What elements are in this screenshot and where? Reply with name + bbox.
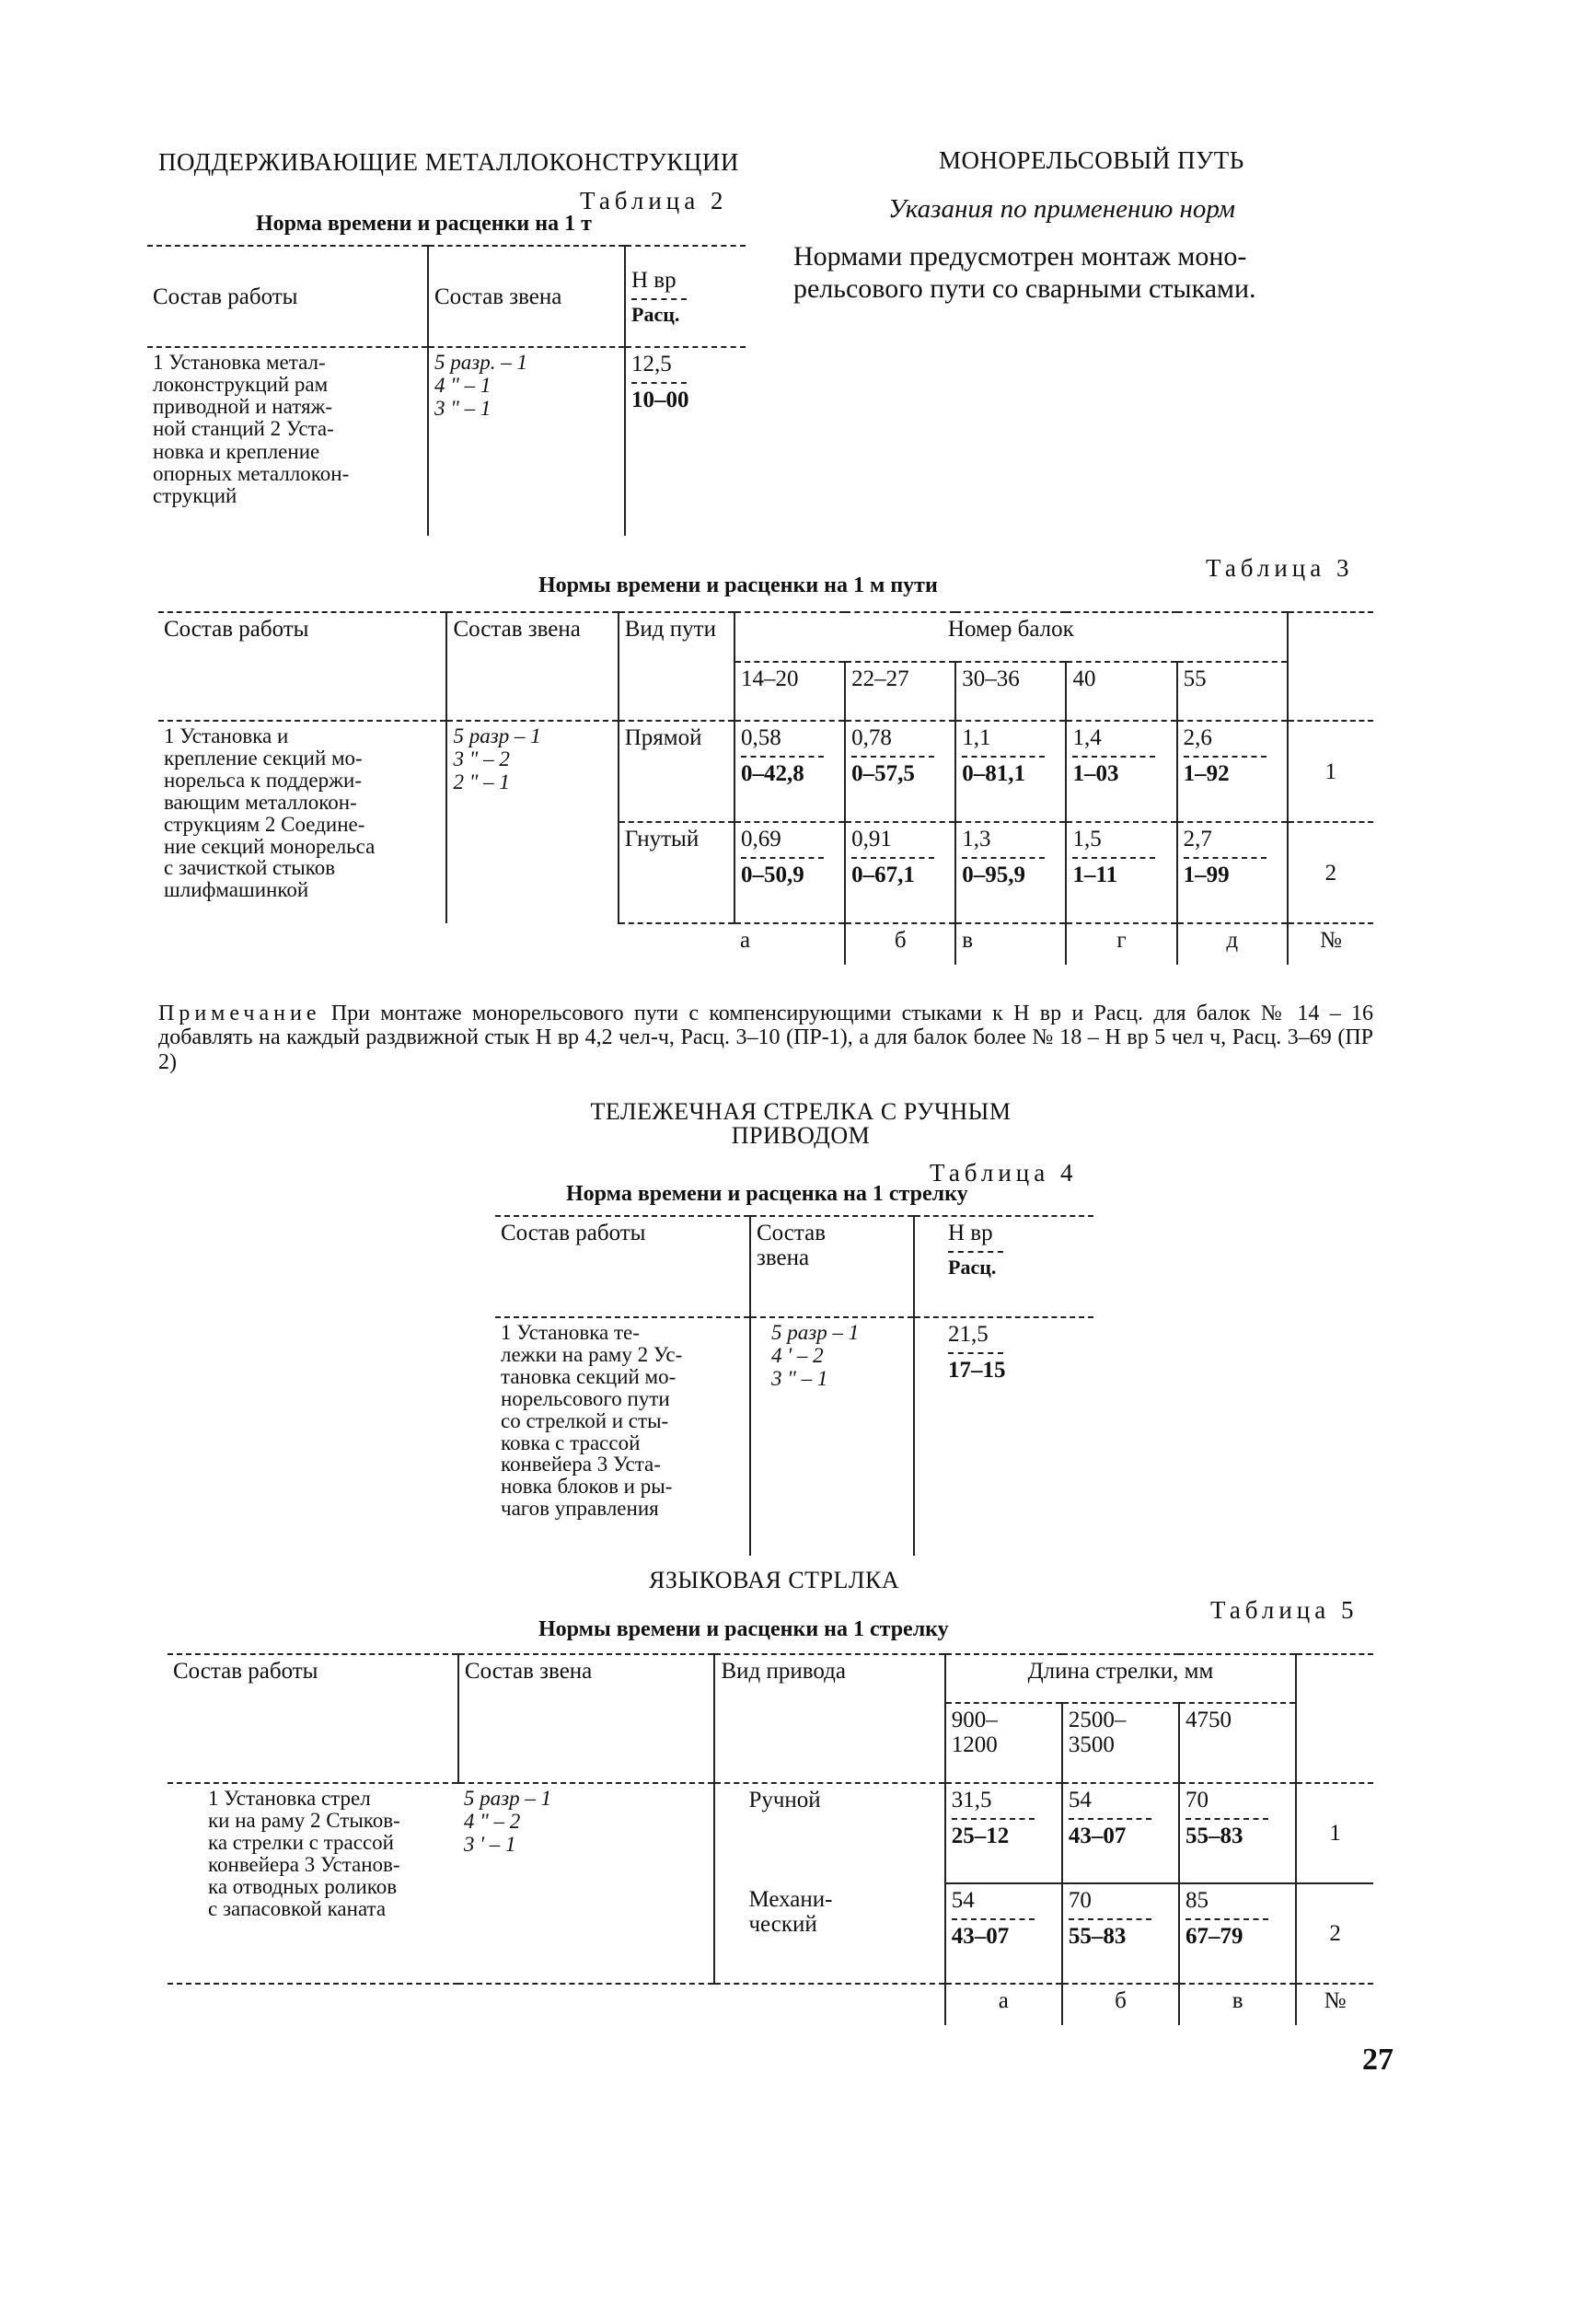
fraction-line <box>631 298 687 300</box>
table5-work: 1 Установка стрел ки на раму 2 Стыков- ка стрелки с трассой конвейера 3 Установ- ка отводных роликов с запасовкой каната <box>208 1787 400 1920</box>
table3-row1-norm: 1,4 <box>1072 725 1102 750</box>
table3-row2-norm: 0,91 <box>851 827 892 851</box>
table4-row-price: 17–15 <box>948 1358 1006 1383</box>
fraction-line <box>851 857 934 859</box>
table4-row-work: 1 Установка те- лежки на раму 2 Ус- тановка секций мо- норельсового пути со стрелкой и сты- ковка с трассой конвейера 3 Уста- новка блоков и ры- чагов управления <box>501 1321 683 1521</box>
table3-row2-price: 0–67,1 <box>851 863 915 887</box>
table5-row2-price: 67–79 <box>1185 1924 1243 1949</box>
fraction-line <box>1072 857 1155 859</box>
table4-label: Таблица 4 <box>930 1159 1078 1187</box>
fraction-line <box>851 756 934 758</box>
table2-row-norm: 12,5 <box>631 352 672 376</box>
table5-num-label: № <box>1324 1988 1347 2013</box>
table5-length-2: 2500– 3500 <box>1068 1708 1127 1758</box>
table5-row1-price: 25–12 <box>951 1824 1010 1848</box>
table3-beam-2: 22–27 <box>851 666 909 692</box>
section-title-trolley-switch: ТЕЛЕЖЕЧНАЯ СТРЕЛКА С РУЧНЫМ ПРИВОДОМ <box>590 1098 1012 1149</box>
table3-row2-price: 1–11 <box>1072 863 1118 887</box>
table5-letter: б <box>1115 1988 1127 2013</box>
table5-row1-norm: 31,5 <box>951 1788 992 1812</box>
table3-num-label: № <box>1319 928 1342 953</box>
table3-row1-norm: 0,58 <box>740 725 781 750</box>
table5-row1-price: 55–83 <box>1185 1824 1243 1848</box>
table5-caption: Нормы времени и расценки на 1 стрелку <box>538 1617 949 1641</box>
table3-row1-num: 1 <box>1324 758 1337 784</box>
table3-row1-norm: 0,78 <box>851 725 892 750</box>
fraction-line <box>741 756 824 758</box>
table4-row-norm: 21,5 <box>948 1322 989 1347</box>
table3-row2-norm: 1,3 <box>962 827 991 851</box>
table3-row2-num: 2 <box>1324 860 1337 886</box>
table4 <box>495 1215 1093 1556</box>
table3-row2-price: 1–99 <box>1183 863 1230 887</box>
table4-caption: Норма времени и расценка на 1 стрелку <box>566 1182 968 1206</box>
table5-col-drive: Вид привода <box>721 1659 846 1684</box>
fraction-line <box>741 857 824 859</box>
table5 <box>168 1653 1373 2025</box>
fraction-line <box>1072 756 1155 758</box>
fraction-line <box>1184 756 1266 758</box>
note-label: Примечание <box>158 1002 321 1025</box>
table5-row1-drive: Ручной <box>748 1788 821 1812</box>
table3-row2-price: 0–50,9 <box>740 863 804 887</box>
table3-row1-price: 0–57,5 <box>851 761 915 786</box>
section-title-supporting: ПОДДЕРЖИВАЮЩИЕ МЕТАЛЛОКОНСТРУКЦИИ <box>158 148 739 176</box>
table2-caption: Норма времени и расценки на 1 т <box>256 212 592 236</box>
table5-row1-norm: 54 <box>1068 1788 1092 1812</box>
fraction-line <box>962 857 1045 859</box>
table5-row2-drive: Механи- ческий <box>748 1887 833 1937</box>
table3-col-work: Состав работы <box>164 617 309 642</box>
table5-row2-norm: 54 <box>951 1888 975 1913</box>
table3-row2-price: 0–95,9 <box>962 863 1026 887</box>
table5-label: Таблица 5 <box>1210 1596 1359 1624</box>
note-text: При монтаже монорельсового пути с компенсирующими стыками к Н вр и Расц. для балок № 14 – 16 добавлять на каждый раздвижной стык Н вр 4,2 чел-ч, Расц. 3–10 (ПР-1), а для балок более № 18 – Н вр 5 чел ч, Расц. 3–69 (ПР 2) <box>158 1002 1373 1074</box>
table2 <box>147 245 746 536</box>
table2-row-work: 1 Установка метал- локонструкций рам приводной и натяж- ной станций 2 Уста- новка и крепление опорных металлокон- струкций <box>153 351 350 507</box>
table3-row2-norm: 1,5 <box>1072 827 1102 851</box>
table5-length-1: 900– 1200 <box>951 1708 998 1758</box>
table4-row-crew: 5 разр – 1 4 ' – 2 3 " – 1 <box>771 1321 860 1390</box>
table2-col-norm: Н вр <box>631 267 677 293</box>
table2-col-work: Состав работы <box>153 284 298 309</box>
fraction-line <box>1069 1918 1151 1920</box>
table5-row1-price: 43–07 <box>1068 1824 1127 1848</box>
fraction-line <box>631 382 687 384</box>
table5-length-3: 4750 <box>1185 1708 1232 1733</box>
monorail-guidance-text: Нормами предусмотрен монтаж моно- рельсового пути со сварными стыками. <box>793 241 1256 304</box>
table3-row2-norm: 0,69 <box>740 827 781 851</box>
table2-row-crew: 5 разр. – 1 4 " – 1 3 " – 1 <box>434 351 527 420</box>
table5-crew: 5 разр – 1 4 " – 2 3 ' – 1 <box>463 1787 552 1856</box>
table5-row2-norm: 85 <box>1185 1888 1209 1913</box>
table4-col-work: Состав работы <box>501 1221 646 1245</box>
section-title-monorail: МОНОРЕЛЬСОВЫЙ ПУТЬ <box>939 146 1244 174</box>
fraction-line <box>1185 1818 1268 1820</box>
section-subtitle-guidance: Указания по применению норм <box>888 194 1235 224</box>
table5-row2-price: 43–07 <box>951 1924 1010 1949</box>
table3-beam-3: 30–36 <box>962 666 1020 692</box>
table5-row2-price: 55–83 <box>1068 1924 1127 1949</box>
table4-col-crew: Состав звена <box>757 1221 827 1270</box>
table3-col-crew: Состав звена <box>453 617 581 642</box>
table3-row1-price: 0–81,1 <box>962 761 1026 786</box>
table3-caption: Нормы времени и расценки на 1 м пути <box>538 573 938 597</box>
fraction-line <box>962 756 1045 758</box>
table5-row1-num: 1 <box>1329 1821 1341 1846</box>
table3-row1-norm: 2,6 <box>1183 725 1212 750</box>
fraction-line <box>952 1918 1035 1920</box>
table3-beam-5: 55 <box>1183 666 1207 692</box>
table3-beam-1: 14–20 <box>740 666 799 692</box>
table3-row2-type: Гнутый <box>624 827 700 851</box>
table5-col-length: Длина стрелки, мм <box>1027 1659 1214 1684</box>
table5-letter: в <box>1232 1988 1243 2013</box>
fraction-line <box>1185 1918 1268 1920</box>
page-number: 27 <box>1362 2043 1394 2077</box>
table3-row1-type: Прямой <box>624 725 702 750</box>
table3-crew: 5 разр – 1 3 " – 2 2 " – 1 <box>453 724 541 793</box>
fraction-line <box>1069 1818 1151 1820</box>
table3-letter: б <box>894 928 907 953</box>
note-block <box>158 1002 1373 1074</box>
fraction-line <box>948 1251 1003 1253</box>
table5-letter: а <box>998 1988 1009 2013</box>
table5-col-work: Состав работы <box>173 1659 318 1684</box>
table3-col-beams: Номер балок <box>947 617 1074 642</box>
table3-row1-price: 1–92 <box>1183 761 1230 786</box>
table3-letter: г <box>1116 928 1127 953</box>
table5-col-crew: Состав звена <box>464 1659 593 1684</box>
table3-row1-price: 1–03 <box>1072 761 1119 786</box>
table3-beam-4: 40 <box>1072 666 1096 692</box>
table2-row-price: 10–00 <box>631 388 689 412</box>
table5-row1-norm: 70 <box>1185 1788 1209 1812</box>
table3-row1-norm: 1,1 <box>962 725 991 750</box>
section-title-tongue-switch: ЯЗЫКОВАЯ СТРLЛКА <box>649 1567 900 1593</box>
table3 <box>158 611 1373 965</box>
table3-row2-norm: 2,7 <box>1183 827 1212 851</box>
table3-letter: а <box>739 928 751 953</box>
table5-row2-norm: 70 <box>1068 1888 1092 1913</box>
table2-label: Таблица 2 <box>580 187 728 214</box>
table3-col-type: Вид пути <box>624 617 716 642</box>
table4-col-price: Расц. <box>948 1256 997 1279</box>
fraction-line <box>948 1352 1003 1354</box>
table2-col-crew: Состав звена <box>434 284 562 309</box>
table5-row2-num: 2 <box>1329 1921 1341 1946</box>
table3-letter: в <box>962 928 974 953</box>
fraction-line <box>1184 857 1266 859</box>
table3-row1-price: 0–42,8 <box>740 761 804 786</box>
table3-label: Таблица 3 <box>1206 554 1354 582</box>
fraction-line <box>952 1818 1035 1820</box>
table2-col-price: Расц. <box>631 302 680 326</box>
table3-work: 1 Установка и крепление секций мо- норельса к поддержи- вающим металлокон- струкциям 2 Соедине- ние секций монорельса с зачисткой стыков шлифмашинкой <box>164 724 376 902</box>
table4-col-norm: Н вр <box>948 1221 993 1245</box>
table3-letter: д <box>1226 928 1239 953</box>
